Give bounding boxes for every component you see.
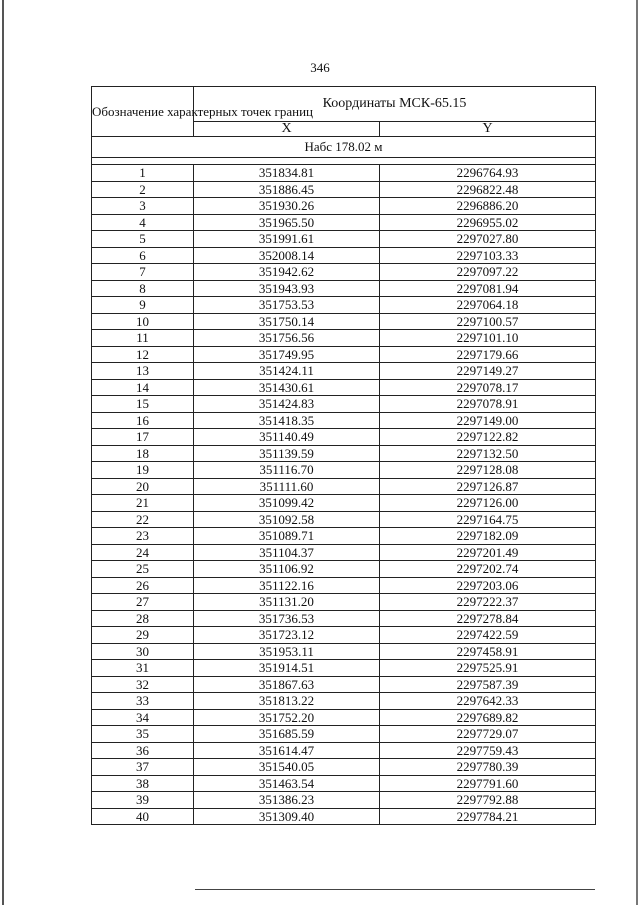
table-row bbox=[92, 198, 596, 215]
x-coordinate-cell: 351942.62 bbox=[194, 264, 380, 281]
y-coordinate-cell: 2297097.22 bbox=[380, 264, 596, 281]
table-row bbox=[92, 660, 596, 677]
table-row bbox=[92, 676, 596, 693]
table-row bbox=[92, 445, 596, 462]
y-coordinate-cell: 2297784.21 bbox=[380, 808, 596, 825]
y-coordinate-cell: 2296822.48 bbox=[380, 181, 596, 198]
point-number-cell: 2 bbox=[92, 181, 194, 198]
table-row bbox=[92, 412, 596, 429]
point-number-cell: 16 bbox=[92, 412, 194, 429]
y-coordinate-cell: 2297103.33 bbox=[380, 247, 596, 264]
table-row bbox=[92, 247, 596, 264]
table-row bbox=[92, 297, 596, 314]
x-coordinate-cell: 351386.23 bbox=[194, 792, 380, 809]
y-coordinate-cell: 2297027.80 bbox=[380, 231, 596, 248]
point-number-cell: 4 bbox=[92, 214, 194, 231]
point-number-cell: 19 bbox=[92, 462, 194, 479]
point-number-cell: 24 bbox=[92, 544, 194, 561]
x-coordinate-cell: 352008.14 bbox=[194, 247, 380, 264]
y-coordinate-cell: 2297202.74 bbox=[380, 561, 596, 578]
x-coordinate-cell: 351943.93 bbox=[194, 280, 380, 297]
x-coordinate-cell: 351418.35 bbox=[194, 412, 380, 429]
page-edge-right bbox=[636, 0, 638, 905]
table-row bbox=[92, 544, 596, 561]
table-row bbox=[92, 429, 596, 446]
x-coordinate-cell: 351834.81 bbox=[194, 165, 380, 182]
x-coordinate-cell: 351813.22 bbox=[194, 693, 380, 710]
y-coordinate-cell: 2297101.10 bbox=[380, 330, 596, 347]
x-coordinate-cell: 351106.92 bbox=[194, 561, 380, 578]
y-coordinate-cell: 2296764.93 bbox=[380, 165, 596, 182]
x-coordinate-cell: 351104.37 bbox=[194, 544, 380, 561]
x-coordinate-cell: 351756.56 bbox=[194, 330, 380, 347]
point-number-cell: 28 bbox=[92, 610, 194, 627]
x-coordinate-cell: 351116.70 bbox=[194, 462, 380, 479]
y-coordinate-cell: 2297100.57 bbox=[380, 313, 596, 330]
x-coordinate-cell: 351736.53 bbox=[194, 610, 380, 627]
table-row bbox=[92, 709, 596, 726]
elevation-row: Набс 178.02 м bbox=[92, 137, 596, 158]
y-coordinate-cell: 2297081.94 bbox=[380, 280, 596, 297]
y-coordinate-cell: 2297278.84 bbox=[380, 610, 596, 627]
x-coordinate-cell: 351991.61 bbox=[194, 231, 380, 248]
table-row bbox=[92, 330, 596, 347]
table-row bbox=[92, 181, 596, 198]
table-row bbox=[92, 363, 596, 380]
table-row bbox=[92, 726, 596, 743]
y-coordinate-cell: 2297203.06 bbox=[380, 577, 596, 594]
y-coordinate-cell: 2297126.87 bbox=[380, 478, 596, 495]
table-row bbox=[92, 528, 596, 545]
y-coordinate-cell: 2296886.20 bbox=[380, 198, 596, 215]
y-coordinate-cell: 2297149.00 bbox=[380, 412, 596, 429]
table-row bbox=[92, 627, 596, 644]
point-number-cell: 9 bbox=[92, 297, 194, 314]
y-coordinate-cell: 2297149.27 bbox=[380, 363, 596, 380]
x-coordinate-cell: 351131.20 bbox=[194, 594, 380, 611]
point-label-header: Обозначение характерных точек границ bbox=[92, 87, 194, 137]
y-coordinate-cell: 2297126.00 bbox=[380, 495, 596, 512]
table-row bbox=[92, 313, 596, 330]
point-number-cell: 10 bbox=[92, 313, 194, 330]
coordinates-header: Координаты МСК-65.15 bbox=[194, 87, 596, 122]
point-number-cell: 40 bbox=[92, 808, 194, 825]
table-row bbox=[92, 693, 596, 710]
point-number-cell: 27 bbox=[92, 594, 194, 611]
x-coordinate-cell: 351723.12 bbox=[194, 627, 380, 644]
point-number-cell: 34 bbox=[92, 709, 194, 726]
x-coordinate-cell: 351965.50 bbox=[194, 214, 380, 231]
point-number-cell: 29 bbox=[92, 627, 194, 644]
y-coordinate-cell: 2297458.91 bbox=[380, 643, 596, 660]
y-coordinate-cell: 2297064.18 bbox=[380, 297, 596, 314]
y-coordinate-cell: 2297729.07 bbox=[380, 726, 596, 743]
x-coordinate-cell: 351749.95 bbox=[194, 346, 380, 363]
x-coordinate-cell: 351463.54 bbox=[194, 775, 380, 792]
point-number-cell: 31 bbox=[92, 660, 194, 677]
point-number-cell: 37 bbox=[92, 759, 194, 776]
y-coordinate-cell: 2297525.91 bbox=[380, 660, 596, 677]
y-coordinate-cell: 2296955.02 bbox=[380, 214, 596, 231]
page-edge-left bbox=[2, 0, 4, 905]
x-coordinate-cell: 351424.83 bbox=[194, 396, 380, 413]
x-coordinate-cell: 351540.05 bbox=[194, 759, 380, 776]
point-number-cell: 35 bbox=[92, 726, 194, 743]
table-row bbox=[92, 379, 596, 396]
table-row bbox=[92, 495, 596, 512]
x-coordinate-cell: 351111.60 bbox=[194, 478, 380, 495]
x-coordinate-cell: 351089.71 bbox=[194, 528, 380, 545]
point-number-cell: 18 bbox=[92, 445, 194, 462]
y-coordinate-cell: 2297587.39 bbox=[380, 676, 596, 693]
table-row bbox=[92, 214, 596, 231]
point-number-cell: 12 bbox=[92, 346, 194, 363]
table-row bbox=[92, 264, 596, 281]
y-coordinate-cell: 2297164.75 bbox=[380, 511, 596, 528]
point-number-cell: 1 bbox=[92, 165, 194, 182]
table-row bbox=[92, 742, 596, 759]
point-number-cell: 3 bbox=[92, 198, 194, 215]
x-coordinate-cell: 351309.40 bbox=[194, 808, 380, 825]
point-number-cell: 15 bbox=[92, 396, 194, 413]
table-row bbox=[92, 759, 596, 776]
table-row bbox=[92, 561, 596, 578]
x-coordinate-cell: 351092.58 bbox=[194, 511, 380, 528]
x-coordinate-cell: 351930.26 bbox=[194, 198, 380, 215]
table-row bbox=[92, 165, 596, 182]
point-number-cell: 17 bbox=[92, 429, 194, 446]
x-coordinate-cell: 351685.59 bbox=[194, 726, 380, 743]
y-coordinate-cell: 2297422.59 bbox=[380, 627, 596, 644]
point-number-cell: 33 bbox=[92, 693, 194, 710]
x-coordinate-cell: 351614.47 bbox=[194, 742, 380, 759]
point-number-cell: 8 bbox=[92, 280, 194, 297]
coordinates-table bbox=[91, 86, 596, 825]
x-coordinate-cell: 351867.63 bbox=[194, 676, 380, 693]
table-row bbox=[92, 775, 596, 792]
y-coordinate-cell: 2297201.49 bbox=[380, 544, 596, 561]
y-coordinate-cell: 2297128.08 bbox=[380, 462, 596, 479]
table-row bbox=[92, 478, 596, 495]
point-number-cell: 39 bbox=[92, 792, 194, 809]
table-body bbox=[92, 165, 596, 825]
y-coordinate-cell: 2297759.43 bbox=[380, 742, 596, 759]
point-number-cell: 36 bbox=[92, 742, 194, 759]
point-number-cell: 5 bbox=[92, 231, 194, 248]
table-row bbox=[92, 511, 596, 528]
y-coordinate-cell: 2297182.09 bbox=[380, 528, 596, 545]
x-coordinate-cell: 351430.61 bbox=[194, 379, 380, 396]
x-coordinate-cell: 351886.45 bbox=[194, 181, 380, 198]
table-row bbox=[92, 280, 596, 297]
x-coordinate-cell: 351122.16 bbox=[194, 577, 380, 594]
y-coordinate-cell: 2297791.60 bbox=[380, 775, 596, 792]
point-number-cell: 38 bbox=[92, 775, 194, 792]
y-coordinate-cell: 2297122.82 bbox=[380, 429, 596, 446]
y-coordinate-cell: 2297179.66 bbox=[380, 346, 596, 363]
table-row bbox=[92, 792, 596, 809]
x-coordinate-cell: 351099.42 bbox=[194, 495, 380, 512]
y-coordinate-cell: 2297780.39 bbox=[380, 759, 596, 776]
point-number-cell: 30 bbox=[92, 643, 194, 660]
table-row bbox=[92, 396, 596, 413]
y-coordinate-cell: 2297078.17 bbox=[380, 379, 596, 396]
page-number: 346 bbox=[310, 60, 330, 75]
x-coordinate-cell: 351914.51 bbox=[194, 660, 380, 677]
x-coordinate-cell: 351953.11 bbox=[194, 643, 380, 660]
y-coordinate-cell: 2297689.82 bbox=[380, 709, 596, 726]
table-row bbox=[92, 577, 596, 594]
point-number-cell: 32 bbox=[92, 676, 194, 693]
x-coordinate-cell: 351139.59 bbox=[194, 445, 380, 462]
point-number-cell: 26 bbox=[92, 577, 194, 594]
point-number-cell: 13 bbox=[92, 363, 194, 380]
y-coordinate-cell: 2297078.91 bbox=[380, 396, 596, 413]
x-coordinate-cell: 351140.49 bbox=[194, 429, 380, 446]
table-row bbox=[92, 346, 596, 363]
x-coordinate-cell: 351752.20 bbox=[194, 709, 380, 726]
table-row bbox=[92, 462, 596, 479]
x-coordinate-cell: 351750.14 bbox=[194, 313, 380, 330]
point-number-cell: 11 bbox=[92, 330, 194, 347]
table-row bbox=[92, 231, 596, 248]
point-number-cell: 23 bbox=[92, 528, 194, 545]
x-coordinate-cell: 351424.11 bbox=[194, 363, 380, 380]
y-coordinate-cell: 2297132.50 bbox=[380, 445, 596, 462]
x-column-header: X bbox=[194, 122, 380, 137]
y-coordinate-cell: 2297642.33 bbox=[380, 693, 596, 710]
point-number-cell: 6 bbox=[92, 247, 194, 264]
point-number-cell: 14 bbox=[92, 379, 194, 396]
table-row bbox=[92, 643, 596, 660]
point-number-cell: 25 bbox=[92, 561, 194, 578]
y-coordinate-cell: 2297792.88 bbox=[380, 792, 596, 809]
header-spacer bbox=[92, 158, 596, 165]
bottom-rule bbox=[195, 889, 595, 890]
point-number-cell: 20 bbox=[92, 478, 194, 495]
y-coordinate-cell: 2297222.37 bbox=[380, 594, 596, 611]
x-coordinate-cell: 351753.53 bbox=[194, 297, 380, 314]
point-number-cell: 7 bbox=[92, 264, 194, 281]
table-row bbox=[92, 808, 596, 825]
y-column-header: Y bbox=[380, 122, 596, 137]
point-number-cell: 22 bbox=[92, 511, 194, 528]
point-number-cell: 21 bbox=[92, 495, 194, 512]
table-row bbox=[92, 594, 596, 611]
table-row bbox=[92, 610, 596, 627]
